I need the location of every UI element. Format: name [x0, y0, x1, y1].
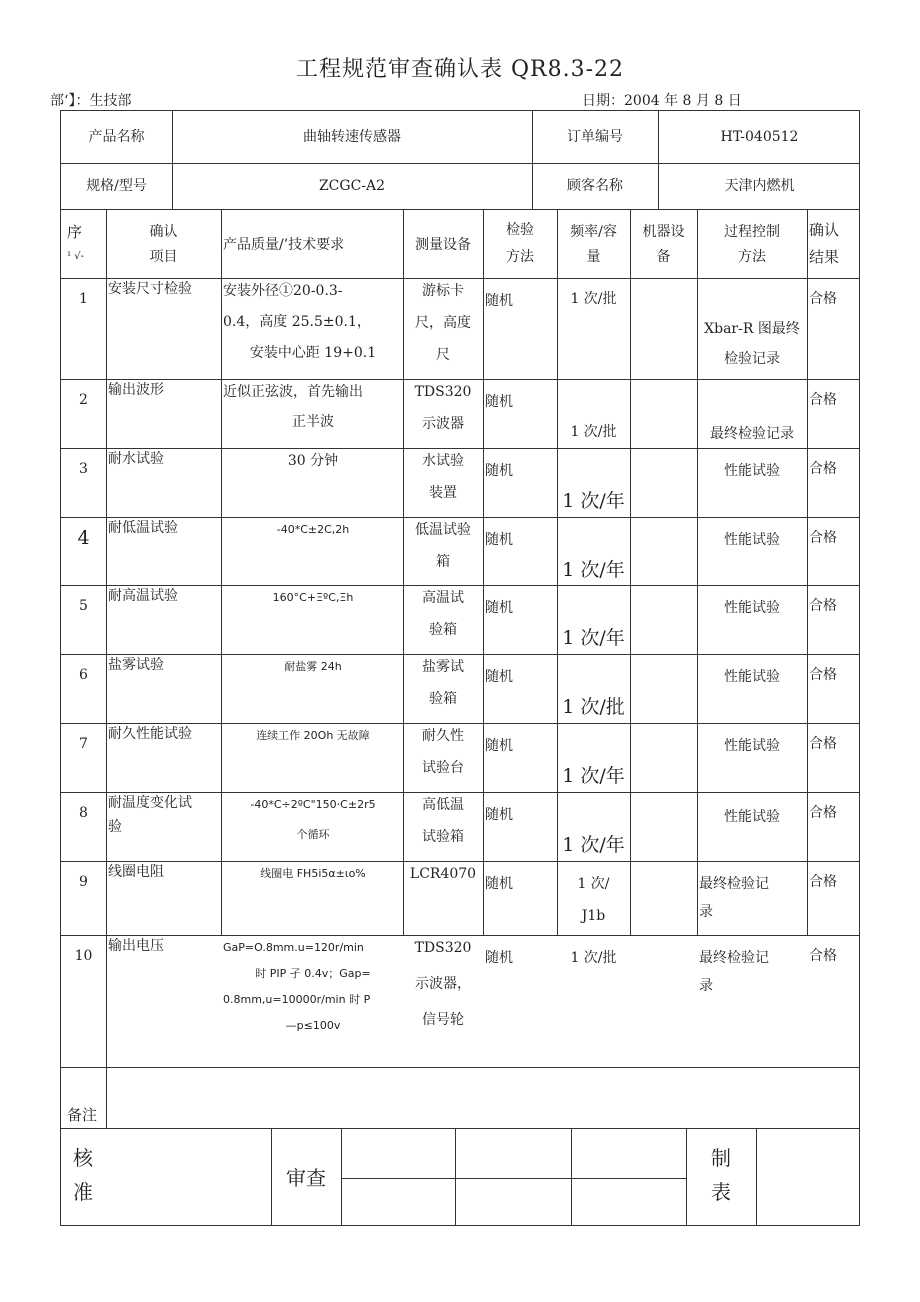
- row-equipment: 试验箱: [422, 829, 464, 845]
- header-method-1: 检验: [506, 222, 534, 238]
- header-item-2: 项目: [149, 249, 178, 265]
- row-frequency: 1 次/年: [562, 834, 625, 856]
- row-result: 合格: [809, 392, 837, 408]
- row-item: 验: [108, 819, 122, 835]
- row-result: 合格: [809, 291, 837, 307]
- row-result: 合格: [809, 736, 837, 752]
- row-method: 随机: [485, 600, 513, 616]
- header-process-2: 方法: [738, 249, 766, 265]
- row-process: 最终检验记: [699, 950, 769, 966]
- row-number: 6: [79, 667, 88, 683]
- row-item: 盐雾试验: [108, 657, 164, 673]
- row-result: 合格: [809, 805, 837, 821]
- header-seq: 序: [67, 223, 83, 241]
- row-process: Xbar-R 图最终: [704, 321, 800, 337]
- row-result: 合格: [809, 874, 837, 890]
- row-requirement: 近似正弦波，首先输出: [223, 384, 363, 400]
- row-number: 3: [79, 461, 88, 477]
- row-method: 随机: [485, 463, 513, 479]
- prepare-label-1: 制: [711, 1146, 731, 1170]
- row-frequency: 1 次/批: [570, 424, 617, 440]
- row-equipment: 高低温: [422, 797, 464, 813]
- spec-value: ZCGC-A2: [318, 178, 386, 194]
- row-frequency: 1 次/批: [570, 291, 617, 307]
- row-process: 性能试验: [724, 738, 780, 754]
- row-process: 性能试验: [724, 600, 780, 616]
- row-item: 耐久性能试验: [108, 726, 192, 742]
- row-number: 8: [79, 805, 88, 821]
- row-requirement: 安装外径①20-0.3-: [223, 283, 343, 299]
- row-frequency: 1 次/: [577, 876, 610, 892]
- row-frequency: J1b: [581, 908, 606, 924]
- header-result-2: 结果: [809, 248, 840, 266]
- row-frequency: 1 次/批: [570, 950, 617, 966]
- order-no-label: 订单编号: [567, 129, 623, 145]
- header-freq-2: 量: [586, 249, 601, 265]
- row-method: 随机: [485, 950, 513, 966]
- customer-value: 天津内燃机: [724, 178, 795, 194]
- row-frequency: 1 次/年: [562, 765, 625, 787]
- row-number: 7: [79, 736, 88, 752]
- row-process: 录: [699, 978, 713, 994]
- row-method: 随机: [485, 738, 513, 754]
- row-result: 合格: [809, 667, 837, 683]
- product-name-value: 曲轴转速传感器: [303, 129, 401, 145]
- header-machine-1: 机器设: [642, 224, 685, 240]
- row-requirement: 30 分钟: [287, 453, 339, 469]
- row-requirement: 0.4，高度 25.5±0.1，: [223, 314, 371, 330]
- row-requirement: 安装中心距 19+0.1: [249, 345, 377, 361]
- row-result: 合格: [809, 461, 837, 477]
- row-equipment: 信号轮: [422, 1012, 464, 1028]
- row-number: 4: [77, 527, 90, 549]
- row-number: 10: [74, 948, 93, 964]
- row-item: 安装尺寸检验: [108, 281, 192, 297]
- row-equipment: 高温试: [422, 590, 464, 606]
- row-process: 最终检验记录: [710, 426, 794, 442]
- row-item: 耐水试验: [108, 451, 164, 467]
- header-equipment: 测量设备: [415, 237, 471, 253]
- row-number: 2: [79, 392, 88, 408]
- row-requirement: -40*C±2C,2h: [276, 523, 350, 536]
- row-process: 最终检验记: [699, 876, 769, 892]
- row-requirement: 160°C+ΞºC,Ξh: [272, 591, 354, 604]
- row-frequency: 1 次/年: [562, 627, 625, 649]
- row-requirement: 正半波: [292, 414, 334, 430]
- row-equipment: 装置: [429, 485, 457, 501]
- row-item: 耐低温试验: [108, 520, 178, 536]
- row-equipment: 耐久性: [422, 728, 464, 744]
- row-equipment: 验箱: [429, 691, 457, 707]
- order-no-value: HT-040512: [720, 129, 799, 145]
- review-form-table: [60, 110, 860, 1226]
- header-machine-2: 备: [656, 249, 671, 265]
- row-equipment: 尺: [436, 347, 450, 363]
- row-equipment: 试验台: [422, 760, 464, 776]
- header-process-1: 过程控制: [724, 224, 780, 240]
- row-equipment: 水试验: [422, 453, 464, 469]
- row-number: 5: [79, 598, 88, 614]
- row-method: 随机: [485, 394, 513, 410]
- review-label: 审查: [286, 1166, 326, 1190]
- row-item: 输出电压: [108, 938, 164, 954]
- prepare-label-2: 表: [711, 1180, 731, 1204]
- document-date: 日期：2004 年 8 月 8 日: [582, 93, 742, 109]
- row-equipment: 盐雾试: [422, 659, 464, 675]
- row-frequency: 1 次/年: [562, 490, 625, 512]
- row-process: 性能试验: [724, 669, 780, 685]
- row-result: 合格: [809, 948, 837, 964]
- row-requirement: -40*C÷2ºC"150·C±2r5: [250, 798, 376, 811]
- row-method: 随机: [485, 293, 513, 309]
- header-item-1: 确认: [149, 224, 178, 240]
- document-title: 工程规范审查确认表 QR8.3-22: [295, 57, 624, 82]
- row-item: 线圈电阻: [108, 864, 164, 880]
- header-method-2: 方法: [506, 249, 534, 265]
- row-item: 耐温度变化试: [108, 795, 192, 811]
- row-requirement: 时 PIP 孑 0.4v；Gap=: [255, 967, 371, 980]
- row-requirement: GaP=O.8mm.u=120r/min: [223, 941, 364, 954]
- row-process: 检验记录: [724, 351, 780, 367]
- row-requirement: 线圈电 FH5i5α±ιo%: [260, 867, 366, 880]
- header-requirement: 产品质量/’技术要求: [223, 237, 345, 253]
- header-seq-sub: ¹ √-: [67, 251, 85, 262]
- header-result-1: 确认: [809, 221, 840, 239]
- row-method: 随机: [485, 532, 513, 548]
- row-equipment: 游标卡: [422, 283, 464, 299]
- row-equipment: TDS320: [414, 940, 472, 956]
- approve-label-2: 准: [73, 1180, 93, 1204]
- row-item: 耐高温试验: [108, 588, 178, 604]
- row-equipment: 验箱: [429, 622, 457, 638]
- row-number: 1: [79, 291, 88, 307]
- row-method: 随机: [485, 807, 513, 823]
- customer-label: 顾客名称: [567, 178, 623, 194]
- row-equipment: 尺，高度: [415, 315, 471, 331]
- row-equipment: 低温试验: [415, 522, 471, 538]
- row-equipment: 示波器，: [415, 976, 471, 992]
- row-process: 录: [699, 904, 713, 920]
- row-requirement: 0.8mm,u=10000r/min 时 P: [223, 993, 371, 1006]
- remarks-label: 备注: [67, 1106, 98, 1124]
- row-equipment: LCR4070: [409, 866, 477, 882]
- row-method: 随机: [485, 669, 513, 685]
- row-item: 输出波形: [108, 382, 164, 398]
- row-requirement: —p≤100v: [285, 1019, 341, 1032]
- approve-label-1: 核: [73, 1146, 93, 1170]
- row-requirement: 耐盐雾 24h: [284, 660, 342, 673]
- row-equipment: 示波器: [422, 416, 464, 432]
- row-requirement: 个循环: [296, 828, 330, 841]
- row-frequency: 1 次/年: [562, 559, 625, 581]
- department: 部‘】：生技部: [50, 93, 132, 109]
- row-equipment: TDS320: [414, 384, 472, 400]
- header-freq-1: 频率/容: [570, 224, 617, 240]
- row-method: 随机: [485, 876, 513, 892]
- row-result: 合格: [809, 598, 837, 614]
- product-name-label: 产品名称: [88, 129, 145, 145]
- row-frequency: 1 次/批: [562, 696, 625, 718]
- spec-label: 规格/型号: [86, 178, 147, 194]
- row-requirement: 连续工作 20Oh 无故障: [256, 729, 370, 742]
- row-number: 9: [79, 874, 88, 890]
- row-result: 合格: [809, 530, 837, 546]
- row-process: 性能试验: [724, 463, 780, 479]
- row-equipment: 箱: [436, 554, 450, 570]
- row-process: 性能试验: [724, 532, 780, 548]
- row-process: 性能试验: [724, 809, 780, 825]
